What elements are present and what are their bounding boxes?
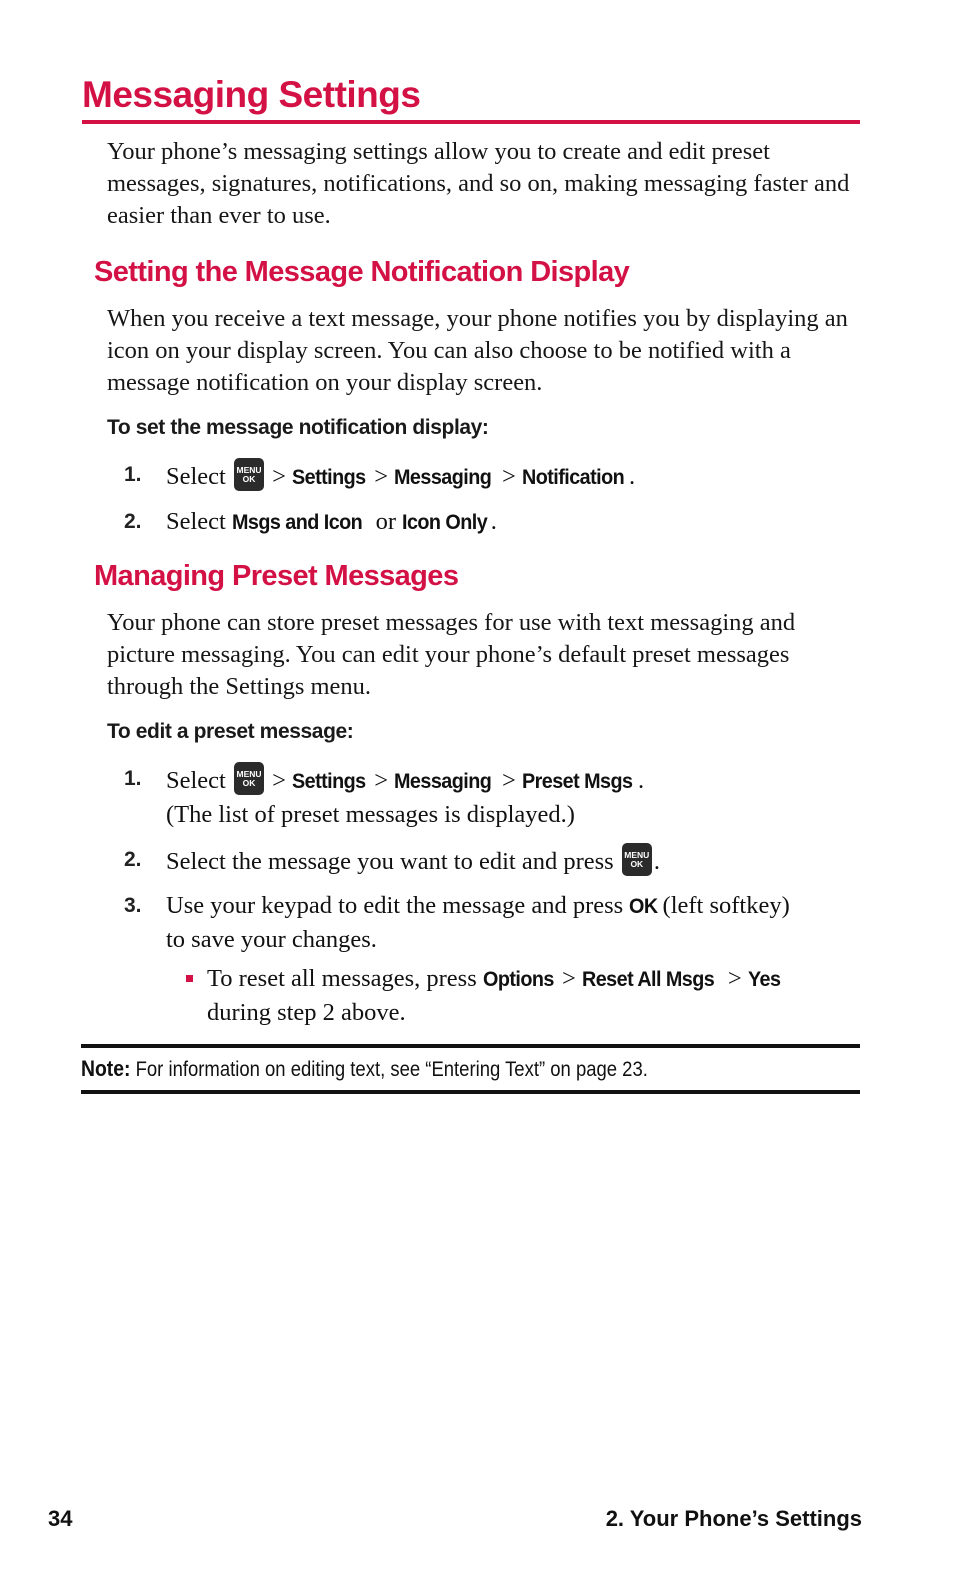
intro-paragraph: Your phone’s messaging settings allow you to create and edit preset messages, signatures, notifications, and so on, making messaging faster and easier than ever to use. [107,138,850,229]
option-msgs-and-icon: Msgs and Icon [232,510,363,534]
procedure-heading-preset: To edit a preset message: [107,720,354,743]
procedure-heading-notification: To set the message notification display: [107,416,489,439]
section-heading-preset: Managing Preset Messages [94,560,459,592]
menu-path-yes: Yes [747,967,781,991]
bullet-icon [186,975,193,982]
note-body: For information on editing text, see “Entering Text” on page 23. [135,1058,648,1081]
step-number: 2. [124,848,142,871]
chapter-title: 2. Your Phone’s Settings [605,1506,862,1531]
step-text: Select Msgs and Icon or Icon Only . [166,505,856,539]
step-number: 2. [124,510,142,533]
menu-path-settings: Settings [292,465,366,489]
section-heading-notification: Setting the Message Notification Display [94,256,630,288]
menu-path-preset-msgs: Preset Msgs [521,769,633,793]
menu-path-notification: Notification [521,465,625,489]
page-title: Messaging Settings [82,72,860,124]
step-text: Select MENU OK > Settings > Messaging > Preset Msgs . (The list of preset messages is displayed.) [166,762,856,831]
step-text: Select MENU OK > Settings > Messaging > Notification . [166,458,856,494]
notification-paragraph: When you receive a text message, your phone notifies you by displaying an icon on your display screen. You can also choose to be notified with a message notification on your display screen. [107,305,848,396]
step-number: 1. [124,463,142,486]
note-label: Note: [81,1056,131,1081]
note-box [81,1044,860,1094]
menu-ok-key-icon: MENU OK [234,762,264,795]
menu-path-reset-all-msgs: Reset All Msgs [581,967,715,991]
option-icon-only: Icon Only [402,510,488,534]
step-number: 3. [124,894,142,917]
menu-path-settings: Settings [292,769,366,793]
step-number: 1. [124,767,142,790]
step-text: Use your keypad to edit the message and press OK (left softkey) to save your changes. [166,892,790,953]
preset-paragraph: Your phone can store preset messages for use with text messaging and picture messaging. You can edit your phone’s default preset messages through the Settings menu. [107,609,796,700]
menu-path-messaging: Messaging [394,465,492,489]
menu-path-options: Options [482,967,554,991]
step-text: Select the message you want to edit and press MENU OK . [166,843,856,878]
page-number: 34 [48,1506,73,1531]
step-note: (The list of preset messages is displayed.) [166,801,575,828]
menu-ok-key-icon: MENU OK [622,843,652,876]
bullet-text: To reset all messages, press Options > Reset All Msgs > Yes during step 2 above. [207,965,781,1026]
menu-ok-key-icon: MENU OK [234,458,264,491]
note-text [81,1056,648,1082]
ok-softkey-label: OK [629,894,658,918]
menu-path-messaging: Messaging [394,769,492,793]
